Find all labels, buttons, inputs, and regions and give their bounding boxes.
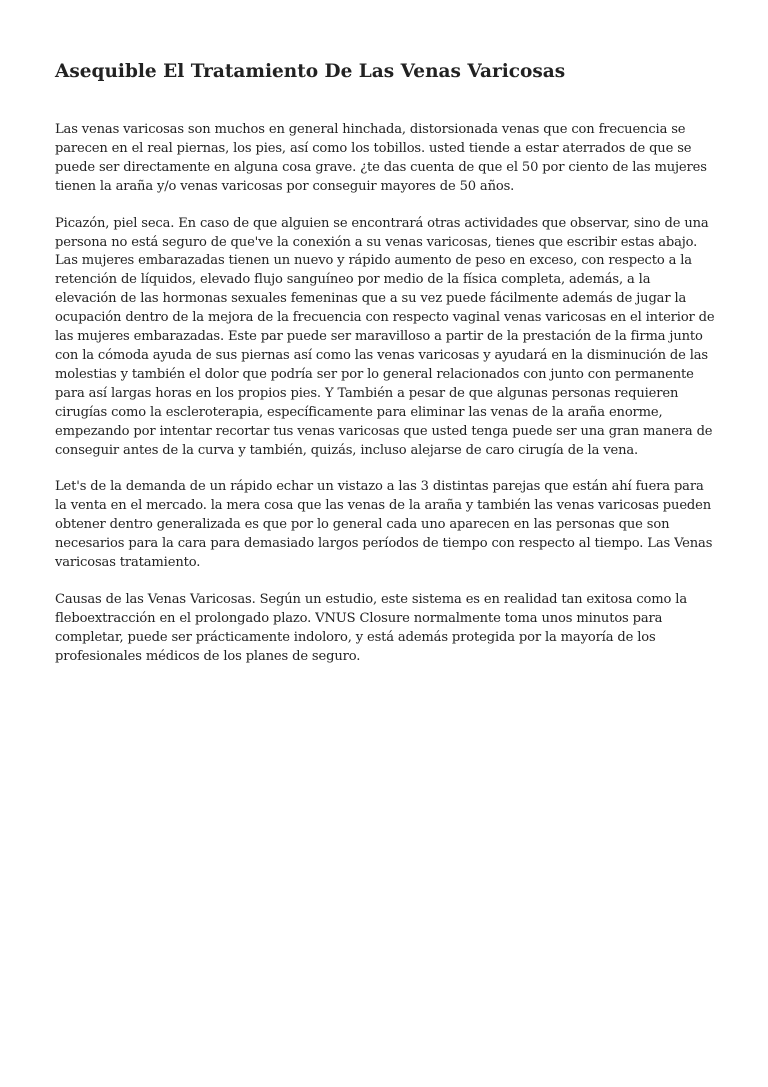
document-page <box>55 60 715 685</box>
paragraph-1: Las venas varicosas son muchos en general hinchada, distorsionada venas que con frecuencia se parecen en el real piernas, los pies, así como los tobillos. usted tiende a estar aterrados de que se puede ser directamente en alguna cosa grave. ¿te das cuenta de que el 50 por ciento de las mujeres tienen la araña y/o venas varicosas por conseguir mayores de 50 años. <box>55 122 707 194</box>
document-title: Asequible El Tratamiento De Las Venas Varicosas <box>55 61 566 82</box>
paragraph-2: Picazón, piel seca. En caso de que alguien se encontrará otras actividades que observar, sino de una persona no está seguro de que've la conexión a su venas varicosas, tienes que escribir estas abajo. Las mujeres embarazadas tienen un nuevo y rápido aumento de peso en exceso, con respecto a la retención de líquidos, elevado flujo sanguíneo por medio de la física completa, además, a la elevación de las hormonas sexuales femeninas que a su vez puede fácilmente además de jugar la ocupación dentro de la mejora de la frecuencia con respecto vaginal venas varicosas en el interior de las mujeres embarazadas. Este par puede ser maravilloso a partir de la prestación de la firma junto con la cómoda ayuda de sus piernas así como las venas varicosas y ayudará en la disminución de las molestias y también el dolor que podría ser por lo general relacionados con junto con permanente para así largas horas en los propios pies. Y También a pesar de que algunas personas requieren cirugías como la escleroterapia, específicamente para eliminar las venas de la araña enorme, empezando por intentar recortar tus venas varicosas que usted tenga puede ser una gran manera de conseguir antes de la curva y también, quizás, incluso alejarse de caro cirugía de la vena. <box>55 215 715 458</box>
paragraph-3: Let's de la demanda de un rápido echar un vistazo a las 3 distintas parejas que están ahí fuera para la venta en el mercado. la mera cosa que las venas de la araña y también las venas varicosas pueden obtener dentro generalizada es que por lo general cada uno aparecen en las personas que son necesarios para la cara para demasiado largos períodos de tiempo con respecto al tiempo. Las Venas varicosas tratamiento. <box>55 479 713 571</box>
paragraph-4: Causas de las Venas Varicosas. Según un estudio, este sistema es en realidad tan exitosa como la fleboextracción en el prolongado plazo. VNUS Closure normalmente toma unos minutos para completar, puede ser prácticamente indoloro, y está además protegida por la mayoría de los profesionales médicos de los planes de seguro. <box>55 591 687 664</box>
